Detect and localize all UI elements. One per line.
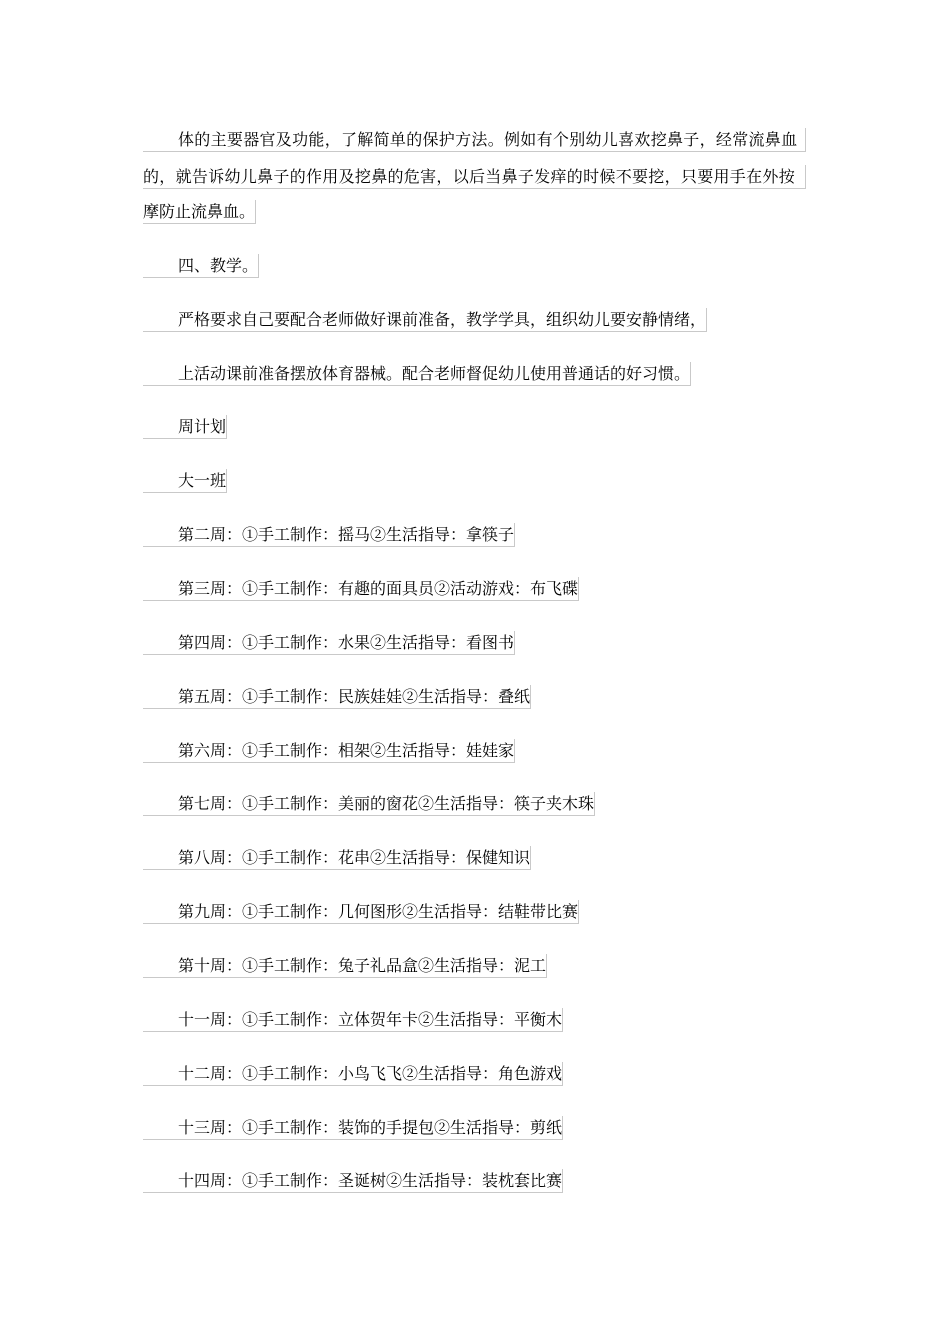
week-item: 十一周：①手工制作：立体贺年卡②生活指导：平衡木 <box>143 1008 563 1032</box>
week-item: 第二周：①手工制作：摇马②生活指导：拿筷子 <box>143 523 515 547</box>
week-item: 十三周：①手工制作：装饰的手提包②生活指导：剪纸 <box>143 1116 563 1140</box>
teaching-line-1: 严格要求自己要配合老师做好课前准备，教学学具，组织幼儿要安静情绪， <box>143 308 707 332</box>
paragraph-line-3: 摩防止流鼻血。 <box>143 200 256 224</box>
paragraph-line-1: 体的主要器官及功能，了解简单的保护方法。例如有个别幼儿喜欢挖鼻子，经常流鼻血 <box>143 128 806 152</box>
section-heading: 四、教学。 <box>143 254 259 278</box>
week-item: 十四周：①手工制作：圣诞树②生活指导：装枕套比赛 <box>143 1169 563 1193</box>
class-name: 大一班 <box>143 469 227 493</box>
week-item: 第六周：①手工制作：相架②生活指导：娃娃家 <box>143 739 515 763</box>
week-item: 第四周：①手工制作：水果②生活指导：看图书 <box>143 631 515 655</box>
week-item: 第五周：①手工制作：民族娃娃②生活指导：叠纸 <box>143 685 531 709</box>
week-item: 第十周：①手工制作：兔子礼品盒②生活指导：泥工 <box>143 954 547 978</box>
paragraph-line-2: 的，就告诉幼儿鼻子的作用及挖鼻的危害，以后当鼻子发痒的时候不要挖，只要用手在外按 <box>143 165 806 189</box>
week-item: 第三周：①手工制作：有趣的面具员②活动游戏：布飞碟 <box>143 577 579 601</box>
week-item: 十二周：①手工制作：小鸟飞飞②生活指导：角色游戏 <box>143 1062 563 1086</box>
teaching-line-2: 上活动课前准备摆放体育器械。配合老师督促幼儿使用普通话的好习惯。 <box>143 362 691 386</box>
plan-title: 周计划 <box>143 415 227 439</box>
week-item: 第七周：①手工制作：美丽的窗花②生活指导：筷子夹木珠 <box>143 792 595 816</box>
week-item: 第八周：①手工制作：花串②生活指导：保健知识 <box>143 846 531 870</box>
week-item: 第九周：①手工制作：几何图形②生活指导：结鞋带比赛 <box>143 900 579 924</box>
